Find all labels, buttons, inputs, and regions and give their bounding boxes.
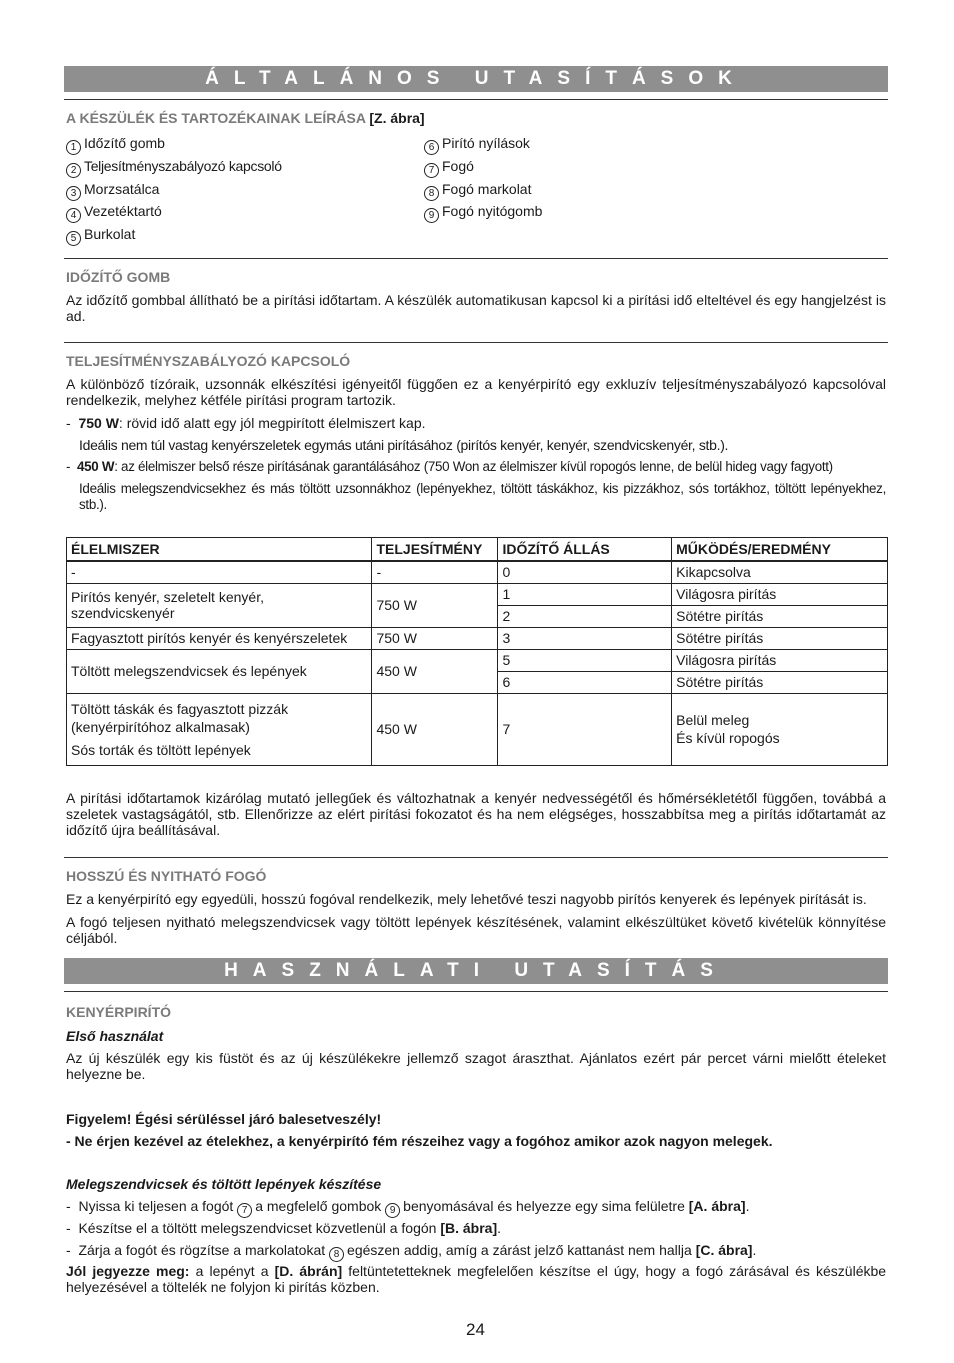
table-cell: Kikapcsolva xyxy=(672,561,888,583)
part-item: 8 Fogó markolat xyxy=(424,181,531,201)
table-row xyxy=(67,583,888,605)
power-450-ideal: Ideális melegszendvicsekhez és más töltött uzsonnákhoz (lepényekhez, töltött táskákhoz, kis pizzákhoz, sós tortákhoz, töltött lepényekhez, stb.). xyxy=(79,481,886,512)
warning-item: - Ne érjen kezével az ételekhez, a kenyérpirító fém részeihez vagy a fogóhoz amikor azok nagyon melegek. xyxy=(66,1133,773,1149)
first-use-text: Az új készülék egy kis füstöt és az új készülékekre jellemző szagot áraszthat. Ajánlatos ezért pár percet várni mielőtt ételeket helyezne be. xyxy=(66,1050,886,1082)
description-fig-ref: [Z. ábra] xyxy=(369,110,425,126)
part-item: 4 Vezetéktartó xyxy=(66,203,162,223)
table-cell: 1 xyxy=(498,583,672,605)
timer-text: Az időzítő gombbal állítható be a pirítási időtartam. A készülék automatikusan kapcsol ki a pirítási idő elteltével és egy hangjelzést is ad. xyxy=(66,292,886,324)
table-cell: Pirítós kenyér, szeletelt kenyér, szendvicskenyér xyxy=(67,583,372,627)
table-cell: - xyxy=(372,561,498,583)
divider xyxy=(64,991,888,992)
sandwich-heading: Melegszendvicsek és töltött lepények készítése xyxy=(66,1176,382,1192)
section-banner-general: ÁLTALÁNOS UTASÍTÁSOK xyxy=(64,66,888,92)
table-cell: - xyxy=(67,561,372,583)
table-cell: Sötétre pirítás xyxy=(672,627,888,649)
table-cell: 750 W xyxy=(372,583,498,627)
table-cell: 450 W xyxy=(372,693,498,765)
table-cell: 3 xyxy=(498,627,672,649)
description-title-text: A KÉSZÜLÉK ÉS TARTOZÉKAINAK LEÍRÁSA xyxy=(66,110,366,126)
table-header: MŰKÖDÉS/EREDMÉNY xyxy=(672,538,888,562)
sandwich-step-2: - Készítse el a töltött melegszendvicset közvetlenül a fogón [B. ábra]. xyxy=(66,1220,502,1236)
table-cell: 2 xyxy=(498,605,672,627)
handle-title: HOSSZÚ ÉS NYITHATÓ FOGÓ xyxy=(66,868,267,884)
first-use-heading: Első használat xyxy=(66,1028,164,1044)
divider xyxy=(64,857,888,858)
part-item: 9 Fogó nyitógomb xyxy=(424,203,542,223)
page-number: 24 xyxy=(466,1320,485,1339)
table-row xyxy=(67,627,888,649)
table-cell: Fagyasztott pirítós kenyér és kenyérszeletek xyxy=(67,627,372,649)
table-cell: 0 xyxy=(498,561,672,583)
table-cell: Sötétre pirítás xyxy=(672,671,888,693)
table-cell: 5 xyxy=(498,649,672,671)
power-intro: A különböző tízóraik, uzsonnák elkészítési igényeitől függően ez a kenyérpirító egy exkluzív teljesítményszabályozó kapcsolóval rendelkezik, melyhez kétféle pirítási program tartozik. xyxy=(66,376,886,408)
part-item: 1 Időzítő gomb xyxy=(66,135,165,155)
part-item: 2 Teljesítményszabályozó kapcsoló xyxy=(66,158,282,178)
table-cell: Töltött melegszendvicsek és lepények xyxy=(67,649,372,693)
sandwich-step-3: - Zárja a fogót és rögzítse a markolatokat 8 egészen addig, amíg a zárást jelző kattanást nem hallja [C. ábra]. xyxy=(66,1242,757,1260)
timer-title: IDŐZÍTŐ GOMB xyxy=(66,269,171,285)
table-cell-food: Töltött táskák és fagyasztott pizzák (kenyérpirítóhoz alkalmasak) Sós torták és töltött lepények xyxy=(67,693,372,765)
part-item: 7 Fogó xyxy=(424,158,474,178)
table-cell: Világosra pirítás xyxy=(672,583,888,605)
toaster-title: KENYÉRPIRÍTÓ xyxy=(66,1004,172,1020)
table-header: IDŐZÍTŐ ÁLLÁS xyxy=(498,538,672,562)
table-header-row xyxy=(67,538,888,562)
after-table-text: A pirítási időtartamok kizárólag mutató jellegűek és változhatnak a kenyér nedvességétől és hőmérsékletétől függően, továbbá a szeletek vastagságától, stb. Ellenőrizze az elért pirítási fokozatot és ha nem elégséges, hosszabbítsa meg a pirítás időtartamát az időzítő újra beállításával. xyxy=(66,790,886,838)
note-text: Jól jegyezze meg: a lepényt a [D. ábrán] feltüntetetteknek megfelelően készítse el úgy, hogy a fogó zárásával és készülékbe helyezésével a töltelék ne folyjon ki pirítás közben. xyxy=(66,1263,887,1295)
divider xyxy=(64,342,888,343)
divider xyxy=(64,99,888,100)
warning-title: Figyelem! Égési sérüléssel járó balesetveszély! xyxy=(66,1111,382,1127)
table-header: ÉLELMISZER xyxy=(67,538,372,562)
table-cell: Sötétre pirítás xyxy=(672,605,888,627)
power-title: TELJESÍTMÉNYSZABÁLYOZÓ KAPCSOLÓ xyxy=(66,353,351,369)
description-title xyxy=(66,110,425,126)
table-row xyxy=(67,693,888,765)
divider xyxy=(64,258,888,259)
table-cell-result: Belül meleg És kívül ropogós xyxy=(672,693,888,765)
power-750-ideal: Ideális nem túl vastag kenyérszeletek egymás utáni pirításához (pirítós kenyér, kenyér, szendvicskenyér, stb.). xyxy=(79,437,729,453)
table-row xyxy=(67,561,888,583)
table-row xyxy=(67,649,888,671)
section-banner-usage: HASZNÁLATI UTASÍTÁS xyxy=(64,958,888,984)
sandwich-step-1: - Nyissa ki teljesen a fogót 7 a megfelelő gombok 9 benyomásával és helyezze egy sima felületre [A. ábra]. xyxy=(66,1198,750,1216)
handle-p2: A fogó teljesen nyitható melegszendvicsek vagy töltött lepények készítésének, valamint elkészültüket követő kivételük könnyítése céljából. xyxy=(66,914,886,946)
power-750-line: - 750 W: rövid idő alatt egy jól megpirított élelmiszert kap. xyxy=(66,415,426,431)
table-cell: 750 W xyxy=(372,627,498,649)
power-450-line: - 450 W: az élelmiszer belső része pirításának garantálásához (750 Won az élelmiszer kívül ropogós lenne, de belül hideg vagy fagyott) xyxy=(66,459,833,474)
table-cell: 7 xyxy=(498,693,672,765)
table-header: TELJESÍTMÉNY xyxy=(372,538,498,562)
table-cell: 6 xyxy=(498,671,672,693)
table-cell: Világosra pirítás xyxy=(672,649,888,671)
table-cell: 450 W xyxy=(372,649,498,693)
toasting-table xyxy=(66,537,888,766)
part-item: 6 Pirító nyílások xyxy=(424,135,530,155)
handle-p1: Ez a kenyérpirító egy egyedüli, hosszú fogóval rendelkezik, mely lehetővé teszi nagyobb pirítós kenyerek és lepények pirítását is. xyxy=(66,891,867,907)
part-item: 3 Morzsatálca xyxy=(66,181,159,201)
part-item: 5 Burkolat xyxy=(66,226,135,246)
